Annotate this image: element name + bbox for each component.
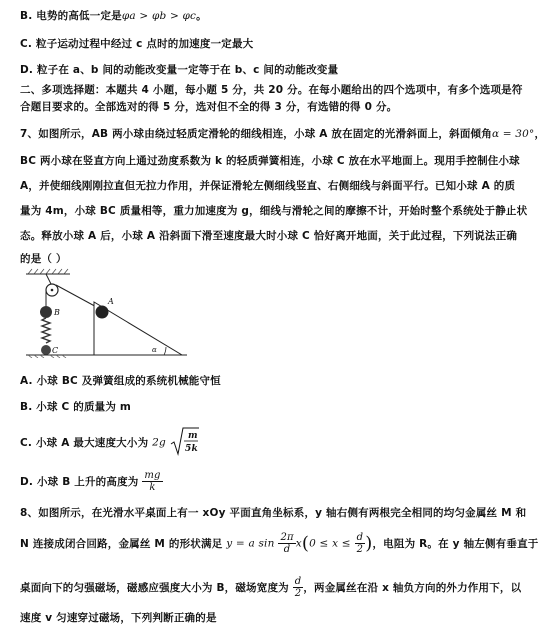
sqrt-symbol (170, 426, 200, 459)
label-b: B (54, 308, 60, 317)
option-c-text: C. 小球 A 最大速度大小为 (20, 437, 149, 449)
option-c-line: C. 粒子运动过程中经过 c 点时的加速度一定最大 (20, 38, 254, 50)
q8-l2-fnum: 2π (280, 532, 294, 543)
q7-option-a: A. 小球 BC 及弹簧组成的系统机械能守恒 (20, 375, 221, 387)
option-b-text: B. 电势的高低一定是 (20, 10, 122, 22)
q7-line1 (20, 126, 545, 141)
q7-line3: A，并使细线刚刚拉直但无拉力作用，并保证滑轮左侧细线竖直、右侧细线与斜面平行。已知小球 A 的质 (20, 180, 516, 192)
q7-line6: 的是（ ） (20, 253, 67, 265)
spring-icon (42, 318, 50, 343)
q7-option-d (20, 470, 163, 493)
option-d-den: k (149, 482, 156, 493)
q8-l2-y: y = a sin (226, 537, 275, 550)
q8-l3-num: d (294, 576, 302, 587)
label-a: A (108, 297, 114, 306)
q8-l2-lparen: ( (301, 533, 310, 554)
q8-l2-x: x (295, 537, 302, 550)
option-c-den: 5k (184, 444, 198, 454)
option-c-num: m (187, 431, 198, 441)
q8-line4: 速度 v 匀速穿过磁场，下列判断正确的是 (20, 612, 217, 624)
ceiling-hatch (28, 269, 68, 274)
option-b-end: 。 (196, 10, 207, 22)
q8-l2-cnum: d (356, 532, 364, 543)
q7-angle: α = 30° (491, 128, 535, 140)
q7-line5: 态。释放小球 A 后，小球 A 沿斜面下滑至速度最大时小球 C 恰好离开地面，关于此过程，下列说法正确 (20, 230, 518, 242)
q8-l2-cfrac (355, 532, 366, 555)
ball-c-icon (41, 345, 51, 355)
q7-line4: 量为 4m，小球 BC 质量相等，重力加速度为 g，细线与滑轮之间的摩擦不计，开始时整个系统处于静止状 (20, 205, 528, 217)
section-heading-line2: 合题目要求的。全部选对的得 5 分，选对但不全的得 3 分，有选错的得 0 分。 (20, 101, 398, 113)
q8-line2 (20, 532, 538, 555)
pulley-incline-figure (22, 268, 192, 361)
q8-l2-cond: 0 ≤ x ≤ (309, 537, 351, 550)
q7-option-b: B. 小球 C 的质量为 m (20, 401, 132, 413)
q8-l2-suffix: ，电阻为 R。在 y 轴左侧有垂直于 (372, 538, 539, 550)
option-b-formula: φa > φb > φc (121, 10, 197, 22)
ball-a-icon (96, 306, 109, 319)
option-b-line (20, 8, 207, 23)
q8-l2-text: N 连接成闭合回路，金属丝 M 的形状满足 (20, 538, 223, 550)
option-d-fraction (142, 470, 162, 493)
pulley-axle-icon (51, 289, 54, 292)
q8-l2-fden: d (283, 544, 291, 555)
q8-line1: 8、如图所示，在光滑水平桌面上有一 xOy 平面直角坐标系，y 轴右侧有两根完全相同的均匀金属丝 M 和 (20, 507, 527, 519)
q8-l3-den: 2 (294, 588, 302, 599)
q7-line2: BC 两小球在竖直方向上通过劲度系数为 k 的轻质弹簧相连，小球 C 放在水平地面上。现用手控制住小球 (20, 155, 520, 167)
section-heading-line1: 二、多项选择题：本题共 4 小题，每小题 5 分，共 20 分。在每小题给出的四个选项中，有多个选项是符 (20, 84, 523, 96)
q8-l2-rparen: ) (365, 533, 373, 554)
label-alpha: α (152, 346, 157, 354)
q8-l3-suffix: ，两金属丝在沿 x 轴负方向的外力作用下，以 (303, 582, 522, 594)
figure-svg (22, 268, 192, 358)
q7-option-c (20, 426, 200, 459)
q8-l3-text: 桌面向下的匀强磁场，磁感应强度大小为 B，磁场宽度为 (20, 582, 289, 594)
option-d-text: D. 小球 B 上升的高度为 (20, 476, 139, 488)
option-d-num: mg (144, 470, 161, 481)
q7-text: 7、如图所示，AB 两小球由绕过轻质定滑轮的细线相连，小球 A 放在固定的光滑斜面上，斜面倾角 (20, 128, 492, 140)
q8-l3-frac (293, 576, 304, 599)
radical-icon (170, 426, 200, 456)
q8-line3 (20, 576, 521, 599)
option-d-line: D. 粒子在 a、b 间的动能改变量一定等于在 b、c 间的动能改变量 (20, 64, 339, 76)
ball-b-icon (40, 306, 52, 318)
option-c-coef: 2g (152, 436, 166, 449)
q8-l2-frac (278, 532, 295, 555)
q8-l2-cden: 2 (356, 544, 364, 555)
q7-comma: ， (534, 128, 546, 140)
label-c: C (52, 346, 59, 355)
